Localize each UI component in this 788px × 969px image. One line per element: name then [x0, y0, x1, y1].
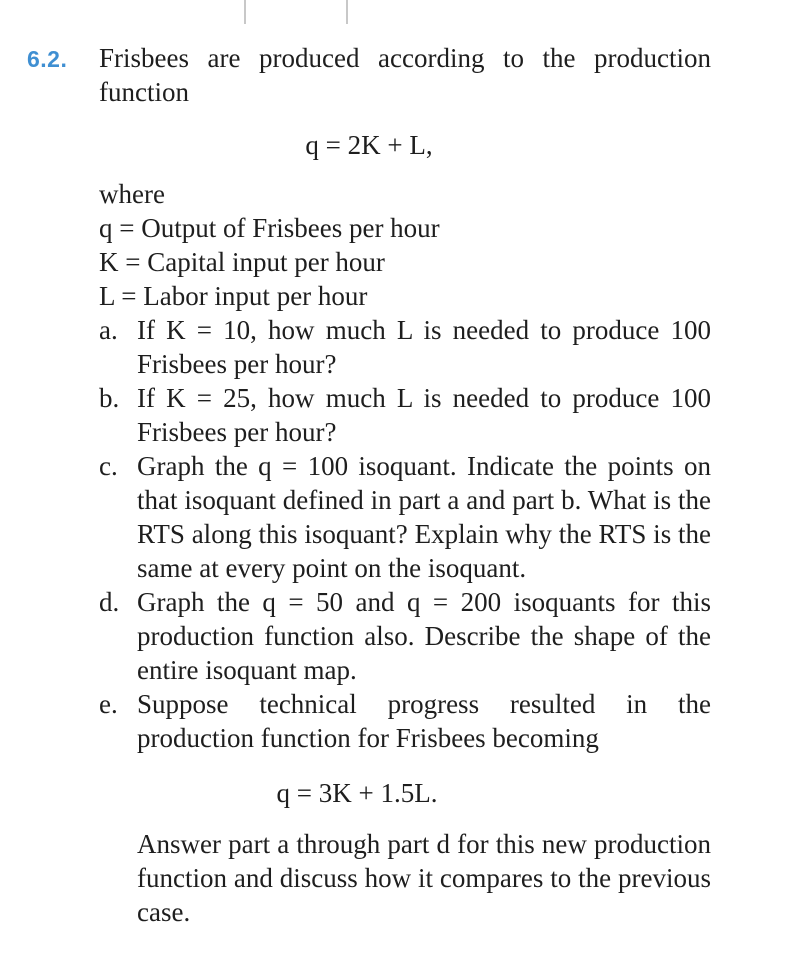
part-label: a.: [99, 315, 118, 345]
part-text: Suppose technical progress resulted in the production function for Frisbees becoming: [137, 689, 711, 753]
definition-k: K = Capital input per hour: [99, 247, 385, 277]
new-production-function-equation: q = 3K + 1.5L.: [276, 778, 438, 808]
part-label: c.: [99, 451, 118, 481]
variable-definitions: [99, 211, 440, 313]
part-e: [99, 687, 711, 755]
part-a: [99, 313, 711, 381]
part-label: e.: [99, 689, 118, 719]
part-b: [99, 381, 711, 449]
part-text: If K = 25, how much L is needed to produce 100 Frisbees per hour?: [137, 383, 711, 447]
where-label: where: [99, 179, 165, 209]
part-c: [99, 449, 711, 585]
scan-mark: [244, 0, 246, 24]
production-function-equation: q = 2K + L,: [305, 130, 433, 160]
part-label: b.: [99, 383, 120, 413]
definition-l: L = Labor input per hour: [99, 281, 368, 311]
definition-q: q = Output of Frisbees per hour: [99, 213, 440, 243]
part-text: Graph the q = 100 isoquant. Indicate the points on that isoquant defined in part a and part b. What is the RTS along this isoquant? Explain why the RTS is the same at every point on the isoquant.: [137, 451, 711, 583]
scan-mark: [346, 0, 348, 24]
problem-number: 6.2.: [27, 46, 68, 72]
part-label: d.: [99, 587, 120, 617]
part-text: If K = 10, how much L is needed to produce 100 Frisbees per hour?: [137, 315, 711, 379]
question-parts: [99, 313, 711, 755]
closing-instruction: Answer part a through part d for this new production function and discuss how it compares to the previous case.: [137, 829, 711, 927]
part-text: Graph the q = 50 and q = 200 isoquants for this production function also. Describe the shape of the entire isoquant map.: [137, 587, 711, 685]
problem-stem: Frisbees are produced according to the production function: [99, 43, 711, 107]
part-d: [99, 585, 711, 687]
